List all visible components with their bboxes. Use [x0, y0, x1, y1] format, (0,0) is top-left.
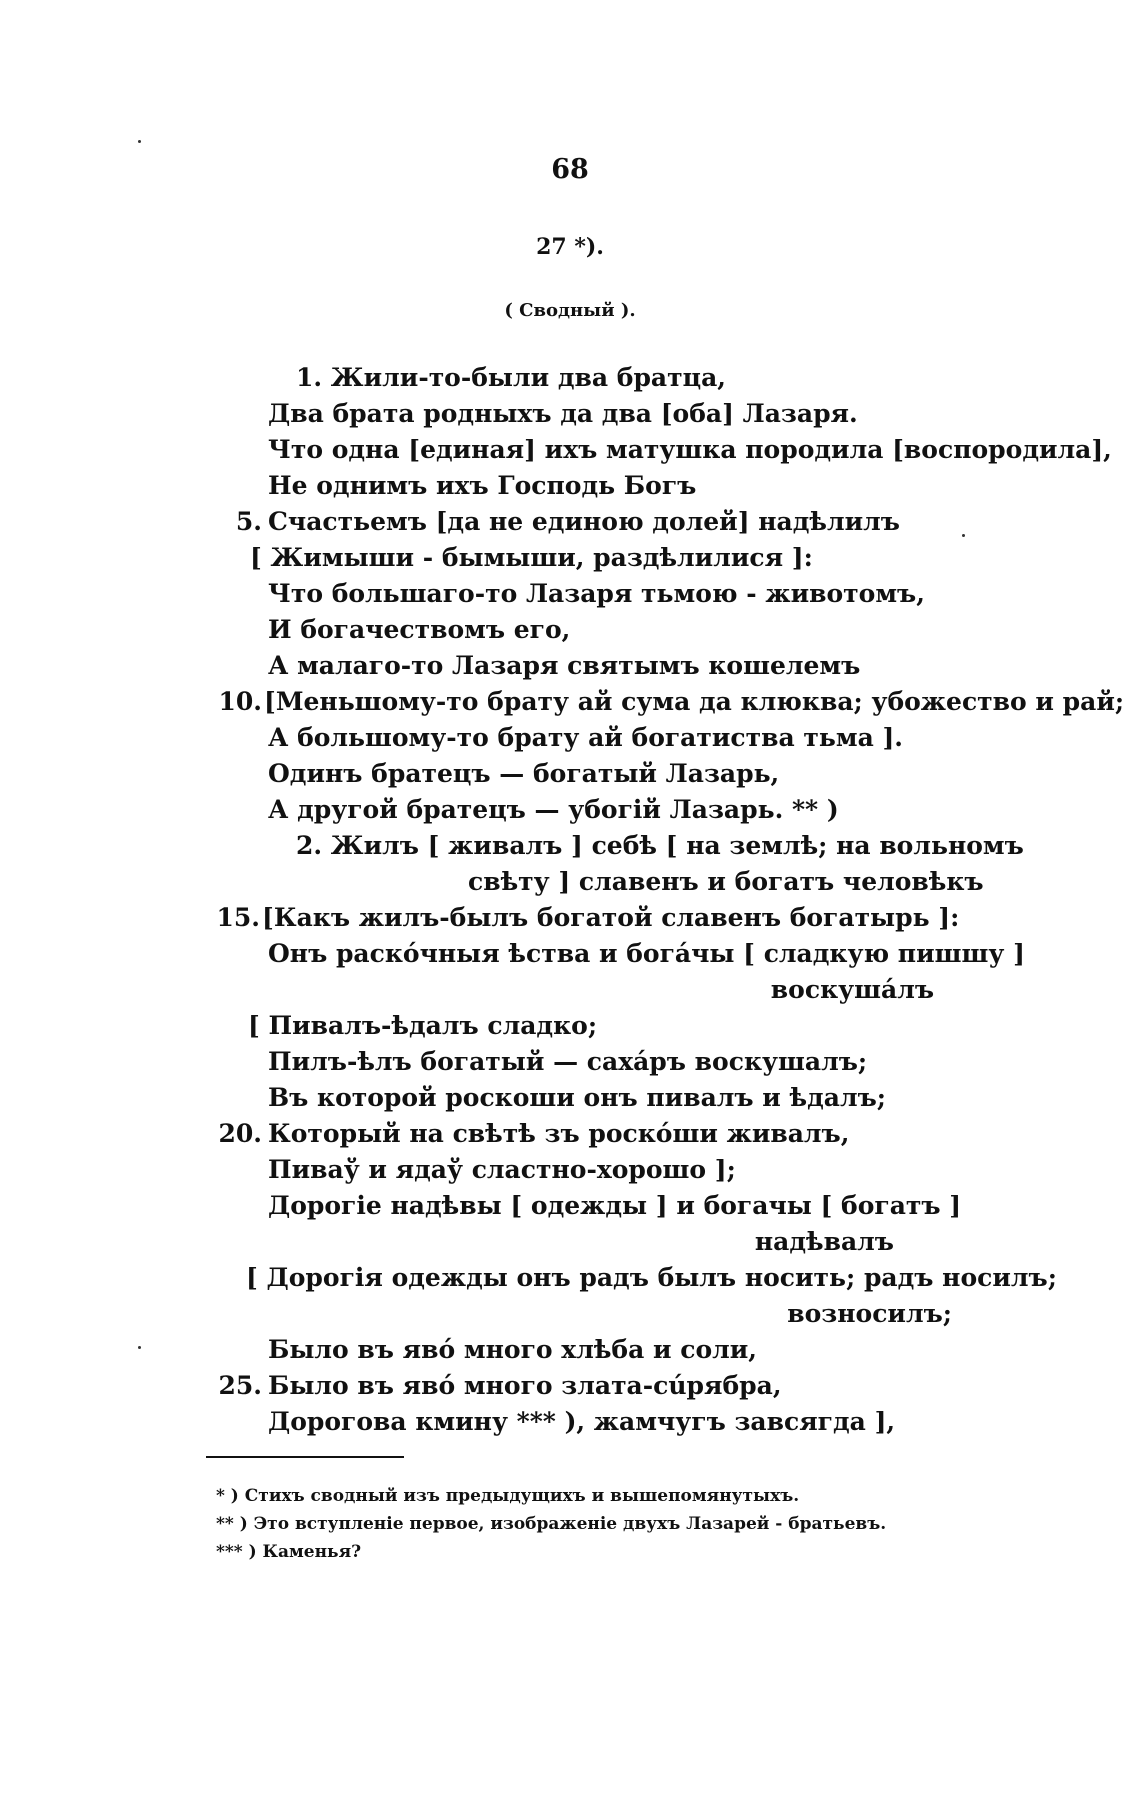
- verse-text: Дорогова кмину *** ), жамчугъ завсягда ],: [268, 1407, 896, 1436]
- verse-line: [0, 540, 1140, 576]
- verse-line: [0, 1224, 1140, 1260]
- line-number: 15.: [216, 903, 260, 932]
- line-number: 20.: [218, 1119, 262, 1148]
- print-speck: [138, 140, 141, 143]
- verse-text: [ Дорогія одежды онъ радъ былъ носить; радъ носилъ;: [246, 1263, 1057, 1292]
- print-speck: [138, 1346, 141, 1349]
- verse-text: Онъ раскóчныя ѣства и богáчы [ сладкую пишшу ]: [268, 939, 1025, 968]
- verse-line: [0, 720, 1140, 756]
- page-number: 68: [551, 154, 589, 185]
- verse-text: Два брата родныхъ да два [оба] Лазаря.: [268, 399, 858, 428]
- verse-line: [0, 684, 1140, 720]
- verse-text: Дорогіе надѣвы [ одежды ] и богачы [ богатъ ]: [268, 1191, 962, 1220]
- verse-text: 2. Жилъ [ живалъ ] себѣ [ на землѣ; на вольномъ: [296, 831, 1024, 860]
- verse-line: [0, 1404, 1140, 1440]
- print-speck: [962, 534, 965, 537]
- verse-text: Что одна [единая] ихъ матушка породила [воспородила],: [268, 435, 1112, 464]
- verse-text: [Меньшому-то брату ай сума да клюква; убожество и рай;: [264, 687, 1125, 716]
- verse-text: Пилъ-ѣлъ богатый — сахáръ воскушалъ;: [268, 1047, 868, 1076]
- verse-text: Одинъ братецъ — богатый Лазарь,: [268, 759, 780, 788]
- verse-line: [0, 1188, 1140, 1224]
- verse-line: [0, 396, 1140, 432]
- verse-line: [0, 756, 1140, 792]
- verse-line: [0, 972, 1140, 1008]
- verse-line: [0, 900, 1140, 936]
- verse-line: [0, 828, 1140, 864]
- verse-text: А другой братецъ — убогій Лазарь. ** ): [268, 795, 839, 824]
- verse-text: Который на свѣтѣ зъ роскóши живалъ,: [268, 1119, 850, 1148]
- verse-line: [0, 1080, 1140, 1116]
- poem-subtitle: ( Сводный ).: [504, 300, 636, 321]
- verse-text: Было въ явó много хлѣба и соли,: [268, 1335, 757, 1364]
- verse-text: 1. Жили-то-были два братца,: [296, 363, 726, 392]
- verse-text: Счастьемъ [да не единою долей] надѣлилъ: [268, 507, 900, 536]
- verse-text: [ Пивалъ-ѣдалъ сладко;: [248, 1011, 598, 1040]
- footnote: *** ) Каменья?: [216, 1542, 362, 1562]
- verse-text: свѣту ] славенъ и богатъ человѣкъ: [468, 867, 984, 896]
- verse-line: [0, 1368, 1140, 1404]
- verse-text: воскушáлъ: [770, 975, 934, 1004]
- verse-line: [0, 864, 1140, 900]
- verse-line: [0, 612, 1140, 648]
- verse-line: [0, 360, 1140, 396]
- verse-line: [0, 1116, 1140, 1152]
- verse-line: [0, 1152, 1140, 1188]
- verse-text: Что большаго-то Лазаря тьмою - животомъ,: [268, 579, 925, 608]
- verse-line: [0, 936, 1140, 972]
- line-number: 10.: [218, 687, 262, 716]
- verse-line: [0, 1008, 1140, 1044]
- verse-text: Было въ явó много злата-сúрябра,: [268, 1371, 782, 1400]
- poem-number: 27 *).: [536, 234, 604, 260]
- verse-text: А большому-то брату ай богатиства тьма ].: [268, 723, 904, 752]
- verse-line: [0, 576, 1140, 612]
- verse-line: [0, 1044, 1140, 1080]
- verse-line: [0, 1332, 1140, 1368]
- line-number: 25.: [218, 1371, 262, 1400]
- verse-text: Въ которой роскоши онъ пивалъ и ѣдалъ;: [268, 1083, 887, 1112]
- verse-text: надѣвалъ: [754, 1227, 894, 1256]
- footnote: ** ) Это вступленіе первое, изображеніе двухъ Лазарей - братьевъ.: [216, 1514, 887, 1534]
- verse-text: возносилъ;: [787, 1299, 952, 1328]
- verse-text: Не однимъ ихъ Господь Богъ: [268, 471, 697, 500]
- verse-line: [0, 792, 1140, 828]
- verse-line: [0, 504, 1140, 540]
- verse-text: Пиваў и ядаў сластно-хорошо ];: [268, 1155, 736, 1184]
- verse-line: [0, 468, 1140, 504]
- verse-line: [0, 648, 1140, 684]
- line-number: 5.: [235, 507, 262, 536]
- verse-line: [0, 432, 1140, 468]
- verse-line: [0, 1260, 1140, 1296]
- verse-text: [Какъ жилъ-былъ богатой славенъ богатырь ]:: [262, 903, 960, 932]
- verse-text: А малаго-то Лазаря святымъ кошелемъ: [268, 651, 861, 680]
- verse-text: [ Жимыши - бымыши, раздѣлилися ]:: [250, 543, 813, 572]
- footnote: * ) Стихъ сводный изъ предыдущихъ и вышепомянутыхъ.: [216, 1486, 800, 1506]
- footnote-rule: [206, 1456, 404, 1458]
- verse-line: [0, 1296, 1140, 1332]
- verse-text: И богачествомъ его,: [268, 615, 571, 644]
